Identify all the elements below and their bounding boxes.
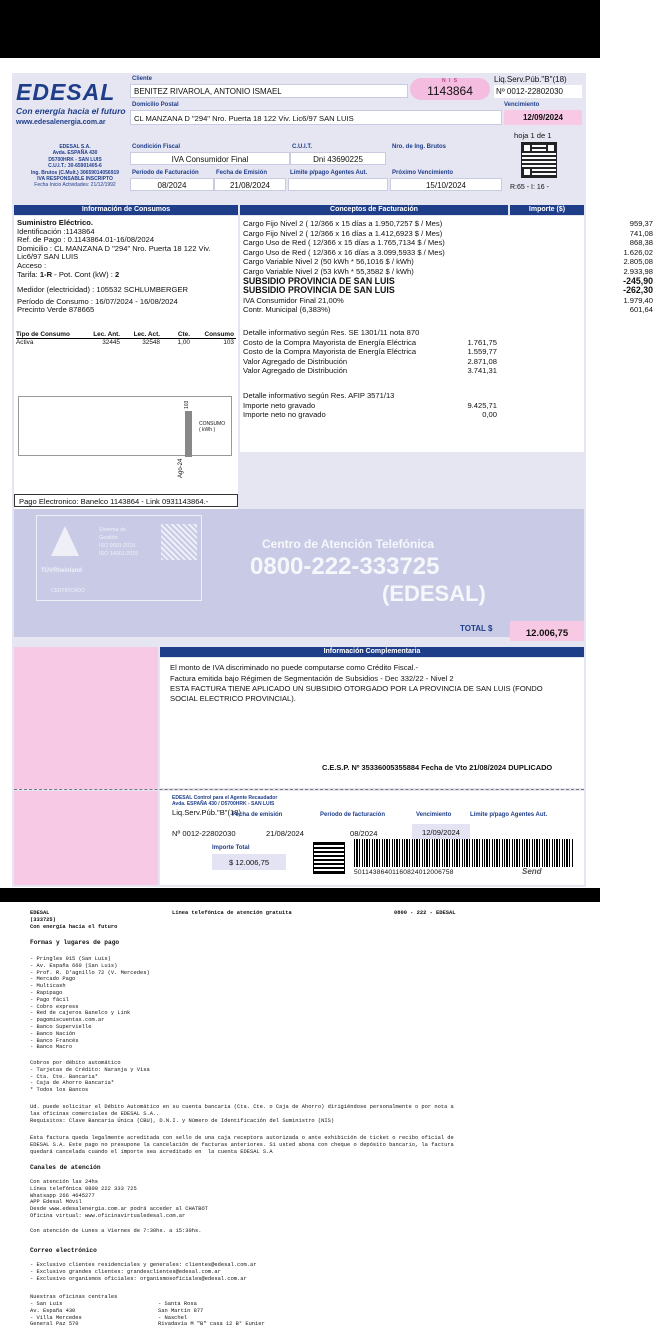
concepto-row-label: Cargo Uso de Red ( 12/366 x 16 días a 3.099,5933 $ / Mes): [243, 247, 445, 257]
stub-total: $ 12.006,75: [212, 854, 286, 870]
concepto-row-amount: 1.979,40: [623, 295, 653, 305]
complementaria-panel: El monto de IVA discriminado no puede computarse como Crédito Fiscal.- Factura emitida bajo Régimen de Segmentación de Subsidios - Dec 332/22 - Nivel 2 ESTA FACTURA TIENE APLICADO UN SUBSIDIO OTORGADO POR LA PROVINCIA DE SAN LUIS (FONDO SOCIAL ELECTRICO PROVINCIAL).: [160, 658, 584, 788]
concepto-row: [243, 219, 653, 229]
concepto-row-amount: 2.933,98: [623, 266, 653, 276]
concepto-row-label: Cargo Fijo Nivel 2 ( 12/366 x 16 días a 1.412,6923 $ / Mes): [243, 228, 443, 238]
cond-fiscal: IVA Consumidor Final: [130, 152, 290, 165]
chart-xlabel: Ago-24: [178, 458, 184, 478]
oficinas-right: - Santa Rosa San Martín 877 - Naschel Rivadavia M "B" casa 12 B° Eunier: [158, 1301, 265, 1328]
concepto-row-label: Contr. Municipal (6,383%): [243, 305, 331, 315]
limite-value: [288, 178, 388, 191]
consumo-bar-label: 103: [184, 400, 190, 409]
emision-value: 21/08/2024: [214, 178, 286, 191]
detalle-row-label: Valor Agregado de Distribución: [243, 366, 348, 376]
detalle-row-label: Costo de la Compra Mayorista de Energía Eléctrica: [243, 347, 417, 357]
phone-number: 0800-222-333725: [250, 553, 440, 580]
qr-code-icon: [522, 143, 556, 177]
concepto-row-amount: 959,37: [629, 219, 653, 228]
suministro-info: Suministro Eléctrico. Identificación :1143864 Ref. de Pago : 0.1143864.01-16/08/2024 Domicilio : CL MANZANA D "294" Nro. Puerta 18 122 Viv. Lic6/97 SAN LUIS Acceso : Tarifa: 1-R - Pot. Cont (kW) : 2 Medidor (electricidad) : 105532 SCHLUMBERGER Período de Consumo : 16/07/2024 - 16/08/2024 Precinto Verde 878665: [17, 218, 211, 315]
concepto-row-label: SUBSIDIO PROVINCIA DE SAN LUIS: [243, 285, 395, 296]
detalle-row: [243, 366, 581, 376]
lecturas-table: Tipo de Consumo Lec. Ant. Lec. Act. Cte. Consumo Activa 32445 32548 1,00 103: [16, 331, 234, 346]
cliente-name: BENITEZ RIVAROLA, ANTONIO ISMAEL: [130, 84, 408, 98]
detalle-ses: Detalle informativo según Res. SE 1301/11 nota 870 Costo de la Compra Mayorista de Energía Eléctrica 1.761,75 Costo de la Compra Mayorista de Energía Eléctrica 1.559,77 Valor Agregado de Distribución 2.871,08 Valor Agregado de Distribución 3.741,31: [240, 328, 584, 376]
concepto-row-amount: 741,08: [629, 228, 653, 238]
send-logo: Send: [522, 867, 542, 876]
hoja: hoja 1 de 1: [514, 131, 552, 140]
horario: Con atención de Lunes a Viernes de 7:30hs. a 15:30hs.: [30, 1228, 202, 1234]
domicilio-postal: CL MANZANA D "294" Nro. Puerta 18 122 Viv. Lic6/97 SAN LUIS: [130, 110, 502, 125]
concepto-row: [243, 228, 653, 239]
cuit-value: Dni 43690225: [290, 152, 386, 165]
concepto-row-amount: -245,90: [623, 275, 653, 286]
consumo-legend: CONSUMO ( kWh ): [199, 421, 226, 433]
detalle-row: [243, 357, 581, 367]
consumos-panel: [14, 216, 238, 509]
concepto-row: [243, 247, 653, 258]
detalle-row-amount: 2.871,08: [467, 356, 497, 366]
stub-numero: Nº 0012-22802030: [172, 829, 236, 838]
concepto-row: [243, 257, 653, 267]
cond-label: Condición Fiscal: [132, 144, 181, 150]
stub-qr-icon: [314, 843, 344, 873]
stub-pink: [14, 791, 158, 885]
canales-list: Con atención las 24hs Línea telefónica 0800 222 333 725 Whatsapp 266 4645277 APP Edesal Móvil Desde www.edesalenergia.com.ar podrá acceder al CHATBOT Oficina virtual: www.oficinavirtualedesal.com.ar: [30, 1179, 208, 1219]
nis-value: 1143864: [427, 84, 473, 98]
brand-slogan: Con energía hacia el futuro: [16, 106, 126, 116]
concepto-row: [243, 295, 653, 306]
linea-value: 0800 - 222 - EDESAL: [394, 910, 456, 916]
table-row: Activa 32445 32548 1,00 103: [16, 339, 234, 346]
centro-title: Centro de Atención Telefónica: [262, 537, 435, 551]
vencimiento-date: 12/09/2024: [504, 110, 582, 125]
oficinas-title: Nuestras oficinas centrales: [30, 1294, 118, 1300]
stub-tipo: Liq.Serv.Púb."B"(18): [172, 808, 241, 817]
proximo-value: 15/10/2024: [390, 178, 502, 191]
tuv-triangle-icon: [51, 526, 79, 556]
back-page: [0, 902, 600, 1333]
concepto-row-amount: 868,38: [629, 238, 653, 248]
detalle-afip-row-amount: 0,00: [482, 410, 497, 420]
concepto-row: [243, 285, 653, 296]
detalle-row-amount: 1.761,75: [467, 337, 497, 347]
detalle-row-label: Costo de la Compra Mayorista de Energía Eléctrica: [243, 337, 417, 347]
vencimiento-label: Vencimiento: [504, 102, 540, 108]
detalle-afip-row-label: Importe neto gravado: [243, 400, 316, 410]
cuit-label: C.U.I.T.: [292, 144, 313, 150]
cesp: C.E.S.P. Nº 35336005355884 Fecha de Vto 21/08/2024 DUPLICADO: [322, 763, 553, 772]
detalle-afip-row-label: Importe neto no gravado: [243, 410, 326, 420]
iibb-label: Nro. de Ing. Brutos: [392, 144, 446, 150]
concepto-row: [243, 238, 653, 248]
total-amount: 12.006,75: [510, 621, 584, 641]
domicilio-label: Domicilio Postal: [132, 102, 179, 108]
emision-label: Fecha de Emisión: [216, 170, 268, 176]
pago-electronico: Pago Electronico: Banelco 1143864 - Link 0931143864.-: [14, 494, 238, 507]
detalle-row-amount: 3.741,31: [467, 366, 497, 376]
formas-title: Formas y lugares de pago: [30, 939, 120, 946]
conceptos-panel: [240, 216, 653, 452]
invoice-page: [12, 73, 653, 887]
tipo-comprobante: Liq.Serv.Púb."B"(18): [494, 75, 567, 84]
detalle-row: [243, 347, 581, 357]
back-header: EDESAL (333725) Con energía hacia el futuro: [30, 910, 118, 930]
concepto-row-amount: -262,30: [623, 285, 653, 296]
complementaria-header: Información Complementaria: [160, 647, 584, 657]
concepto-row-label: Cargo Fijo Nivel 2 ( 12/366 x 15 días a 1.950,7257 $ / Mes): [243, 219, 443, 228]
stub-emision: 21/08/2024: [266, 829, 305, 838]
centro-atencion: [14, 509, 584, 637]
canales-title: Canales de atención: [30, 1164, 101, 1171]
correo-list: - Exclusivo clientes residenciales y generales: clientes@edesal.com.ar - Exclusivo grandes clientes: grandesclientes@edesal.com.ar - Exclusivo organismos oficiales: organismosoficiales@edesal.com.ar: [30, 1262, 257, 1282]
detalle-row: [243, 338, 581, 348]
debito-paragraph: Ud. puede solicitar el Débito Automático en su cuenta bancaria (Cta. Cte. o Caja de Ahorro) dirigiéndose personalmente o por nota a las oficinas comerciales de EDESAL S.A.. Requisitos: Clave Bancaria Única (CBU), D.N.I. y Número de Identificación del Suministro (NIS): [30, 1104, 454, 1124]
brand-logo: EDESAL: [16, 79, 116, 105]
detalle-afip-row: [243, 410, 581, 420]
detalle-row-amount: 1.559,77: [467, 347, 497, 357]
formas-list: - Pringles 915 (San Luis) - Av. España 660 (San Luis) - Prof. R. D'agnillo 72 (V. Mercedes) - Mercado Pago - Multicash - Rapipago - Pago fácil - Cobro express - Red de cajeros Banelco y Link - pagomiscuentas.com.ar - Banco Supervielle - Banco Nación - Banco Francés - Banco Macro: [30, 956, 150, 1051]
detalle-afip-row: [243, 401, 581, 411]
concepto-row-amount: 601,64: [629, 305, 653, 315]
nis-badge: N I S 1143864: [410, 78, 490, 100]
stub-vencimiento: 12/09/2024: [412, 824, 470, 840]
conceptos-header: Conceptos de Facturación: [240, 205, 508, 215]
separator-band: [0, 888, 600, 902]
ruta: R:65 - I: 16 -: [510, 184, 549, 191]
concepto-row-label: IVA Consumidor Final 21,00%: [243, 295, 344, 305]
concepto-row-label: Cargo Variable Nivel 2 (50 kWh * 56,1016 $ / kWh): [243, 257, 414, 267]
numero-comprobante: Nº 0012-22802030: [494, 85, 582, 98]
cert-qr-icon: [161, 524, 197, 560]
consumo-chart: [18, 396, 232, 456]
oficinas-left: - San Luis Av. España 430 - Villa Mercedes General Paz 570: [30, 1301, 82, 1328]
detalle-afip-row-amount: 9.425,71: [467, 400, 497, 410]
consumo-bar: [185, 411, 192, 457]
concepto-row: [243, 305, 653, 315]
barcode-icon: [354, 839, 574, 867]
acreditacion-paragraph: Esta factura queda legalmente acreditada con sello de una caja receptora autorizada o ante exhibición de ticket o recibo oficial de EDESAL S.A. Este pago no presupone la cancelación de facturas anteriores. Si usted abona con cheque o depósito bancario, la factura quedará cancelada cuando el importe sea acreditado en la cuenta EDESAL S.A: [30, 1135, 454, 1155]
detalle-row-label: Valor Agregado de Distribución: [243, 356, 348, 366]
company-info: EDESAL S.A. Avda. ESPAÑA 430 D5700HRK - SAN LUIS C.U.I.T.: 30-65901405-6 Ing. Brutos (C.Mult.) 30659014056919 IVA RESPONSABLE INSCRIPTO Fecha Inicio Actividades: 21/12/1992: [30, 144, 120, 189]
barcode-number: 50114386401160824012006758: [354, 869, 454, 876]
proximo-label: Próximo Vencimiento: [392, 170, 454, 176]
total-label: TOTAL $: [460, 624, 493, 633]
debito-list: Cobros por débito automático - Tarjetas de Crédito: Naranja y Visa - Cta. Cte. Bancaria* - Caja de Ahorro Bancaria* * Todos los Bancos: [30, 1060, 150, 1094]
payment-stub: EDESAL Control para el Agente Recaudador Avda. ESPAÑA 430 / D5700HRK - SAN LUIS Liq.Serv.Púb."B"(18) Fecha de emisión Período de facturación Vencimiento Límite p/pago Agentes Aut. Nº 0012-22802030 21/08/2024 08/2024 12/09/2024 Importe Total $ 12.006,75 50114386401160824012006758 Send: [160, 791, 584, 885]
concepto-row-label: Cargo Variable Nivel 2 (53 kWh * 55,3582 $ / kWh): [243, 266, 414, 276]
importe-header: Importe ($): [510, 205, 584, 215]
cliente-label: Cliente: [132, 76, 153, 82]
correo-title: Correo electrónico: [30, 1247, 97, 1254]
pink-block: [14, 647, 158, 789]
brand-web: www.edesalenergia.com.ar: [16, 119, 106, 126]
linea-label: Línea telefónica de atención gratuita: [172, 910, 292, 916]
concepto-row-amount: 1.626,02: [623, 247, 653, 257]
tuv-certificate: TÜVRheinland CERTIFICADO Sistema de Gestión ISO 9001:2015 ISO 14001:2015: [36, 515, 202, 601]
consumos-header: Información de Consumos: [14, 205, 238, 215]
periodo-label: Período de Facturación: [132, 170, 199, 176]
conceptos-list: [240, 216, 653, 315]
stub-divider: [14, 789, 584, 790]
concepto-row-amount: 2.805,08: [623, 257, 653, 267]
stub-periodo: 08/2024: [350, 829, 378, 838]
concepto-row-label: Cargo Uso de Red ( 12/366 x 15 días a 1.765,7134 $ / Mes): [243, 238, 445, 248]
limite-label: Límite p/pago Agentes Aut.: [290, 170, 368, 176]
top-band: [0, 0, 600, 58]
detalle-afip: Detalle informativo según Res. AFIP 3571/13 Importe neto gravado 9.425,71 Importe neto no gravado 0,00: [240, 391, 584, 420]
concepto-row-label: SUBSIDIO PROVINCIA DE SAN LUIS: [243, 275, 395, 286]
phone-brand: (EDESAL): [382, 581, 486, 606]
periodo-value: 08/2024: [130, 178, 214, 191]
